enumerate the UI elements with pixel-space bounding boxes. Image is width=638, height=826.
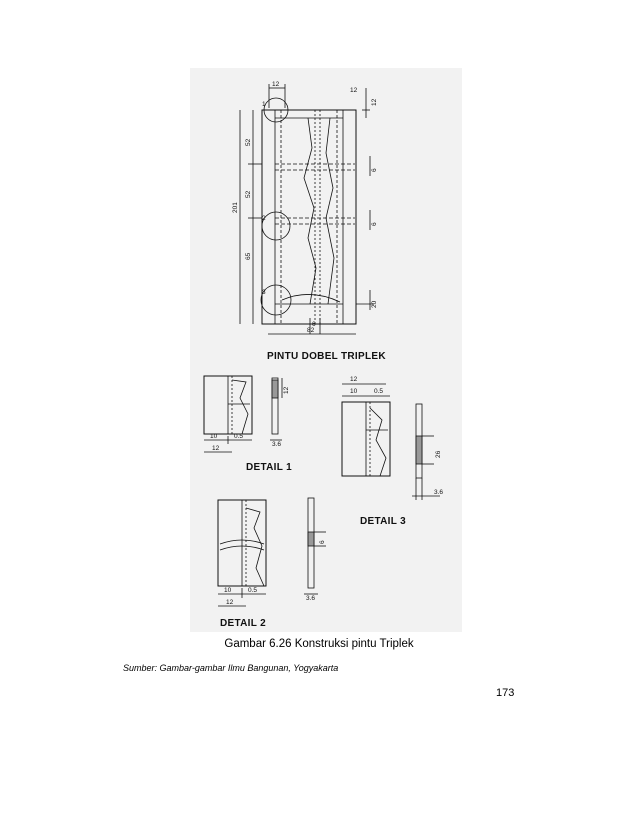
d1-dim-thick: 3.6 xyxy=(272,441,282,448)
dim-bottom-width: 82 xyxy=(307,327,315,334)
d3-dim-top-total: 12 xyxy=(350,376,358,383)
dim-right-b: 6 xyxy=(371,222,378,226)
dim-bottom-small: 6 xyxy=(312,321,316,328)
detail-3-drawing xyxy=(342,376,443,500)
drawing-title: PINTU DOBEL TRIPLEK xyxy=(267,351,386,362)
d3-dim-thick: 3.6 xyxy=(434,489,444,496)
circle-3-label: 3 xyxy=(262,289,266,296)
d2-dim-c: 12 xyxy=(226,599,234,606)
d1-dim-a: 10 xyxy=(210,433,218,440)
main-door-elevation xyxy=(261,98,356,324)
d2-dim-a: 10 xyxy=(224,587,232,594)
dim-right-bottom: 20 xyxy=(371,300,378,308)
d2-dim-b: 0.5 xyxy=(248,587,258,594)
detail-1-drawing xyxy=(204,376,290,452)
d2-dim-thick: 3.6 xyxy=(306,595,316,602)
dim-right-top: 12 xyxy=(371,98,378,106)
dim-right-a: 6 xyxy=(371,168,378,172)
detail-2-label: DETAIL 2 xyxy=(220,618,266,629)
d1-dim-c: 12 xyxy=(212,445,220,452)
dim-right-top-label: 12 xyxy=(350,87,358,94)
dim-left-low: 65 xyxy=(245,252,252,260)
d1-dim-b: 0.5 xyxy=(234,433,244,440)
dim-left-mid: 52 xyxy=(245,190,252,198)
circle-2-label: 2 xyxy=(262,215,266,222)
dim-left-total: 201 xyxy=(232,202,239,213)
dim-top: 12 xyxy=(272,81,280,88)
circle-1-label: 1 xyxy=(262,101,266,108)
page-number: 173 xyxy=(496,687,515,699)
technical-drawing xyxy=(190,68,462,632)
figure-source: Sumber: Gambar-gambar Ilmu Bangunan, Yogyakarta xyxy=(123,663,339,673)
detail-2-drawing xyxy=(218,498,326,606)
figure-caption: Gambar 6.26 Konstruksi pintu Triplek xyxy=(224,638,414,650)
d1-dim-side: 12 xyxy=(283,386,290,394)
d2-dim-side: 6 xyxy=(319,540,326,544)
d3-dim-top-a: 10 xyxy=(350,388,358,395)
d3-dim-side: 26 xyxy=(435,450,442,458)
d3-dim-top-b: 0.5 xyxy=(374,388,384,395)
detail-1-label: DETAIL 1 xyxy=(246,462,292,473)
dim-left-top: 52 xyxy=(245,138,252,146)
detail-3-label: DETAIL 3 xyxy=(360,516,406,527)
